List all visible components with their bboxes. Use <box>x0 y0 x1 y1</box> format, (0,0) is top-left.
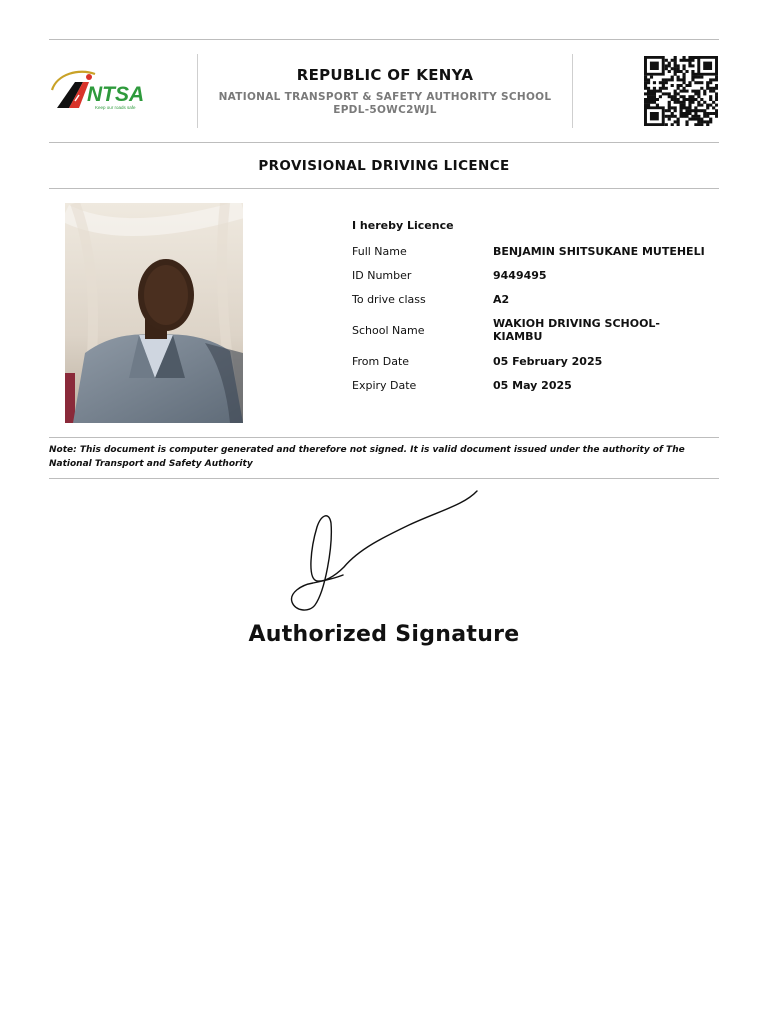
field-value: 9449495 <box>493 268 547 282</box>
field-value: 05 February 2025 <box>493 354 603 368</box>
holder-photo <box>65 203 243 423</box>
field-value: 05 May 2025 <box>493 378 572 392</box>
document-title-row <box>49 143 719 188</box>
logo-tagline: Keep our roads safe <box>95 105 136 110</box>
logo-cell <box>49 54 198 128</box>
field-label: Expiry Date <box>352 378 417 392</box>
signature-area <box>49 479 719 659</box>
header-title-block <box>198 66 572 117</box>
field-label: To drive class <box>352 292 426 306</box>
licence-body <box>49 189 719 437</box>
qr-code <box>644 56 718 126</box>
field-drive-class <box>352 287 719 311</box>
disclaimer-note: Note: This document is computer generated and therefore not signed. It is valid document issued under the authority of The National Transport and Safety Authority <box>49 445 685 469</box>
field-value: BENJAMIN SHITSUKANE MUTEHELI <box>493 244 705 258</box>
licence-details <box>352 219 719 397</box>
qr-cell <box>572 54 719 128</box>
field-value: WAKIOH DRIVING SCHOOL-KIAMBU <box>493 317 660 343</box>
document-header <box>49 40 719 142</box>
field-full-name <box>352 239 719 263</box>
handwritten-signature <box>289 487 489 617</box>
field-id-number <box>352 263 719 287</box>
signature-label: Authorized Signature <box>248 622 520 647</box>
field-school-name <box>352 311 719 349</box>
republic-heading: REPUBLIC OF KENYA <box>296 65 474 84</box>
logo-wordmark: NTSA <box>87 83 145 106</box>
field-label: School Name <box>352 323 425 337</box>
ntsa-logo <box>49 68 147 114</box>
field-value: A2 <box>493 292 510 306</box>
field-label: ID Number <box>352 268 412 282</box>
licence-document <box>49 39 719 659</box>
licence-intro: I hereby Licence <box>352 219 454 232</box>
field-from-date <box>352 349 719 373</box>
document-title: PROVISIONAL DRIVING LICENCE <box>258 157 510 174</box>
document-reference: EPDL-5OWC2WJL <box>333 103 437 116</box>
authority-name: NATIONAL TRANSPORT & SAFETY AUTHORITY SCHOOL <box>218 90 552 103</box>
field-label: Full Name <box>352 244 407 258</box>
field-label: From Date <box>352 354 410 368</box>
field-expiry-date <box>352 373 719 397</box>
